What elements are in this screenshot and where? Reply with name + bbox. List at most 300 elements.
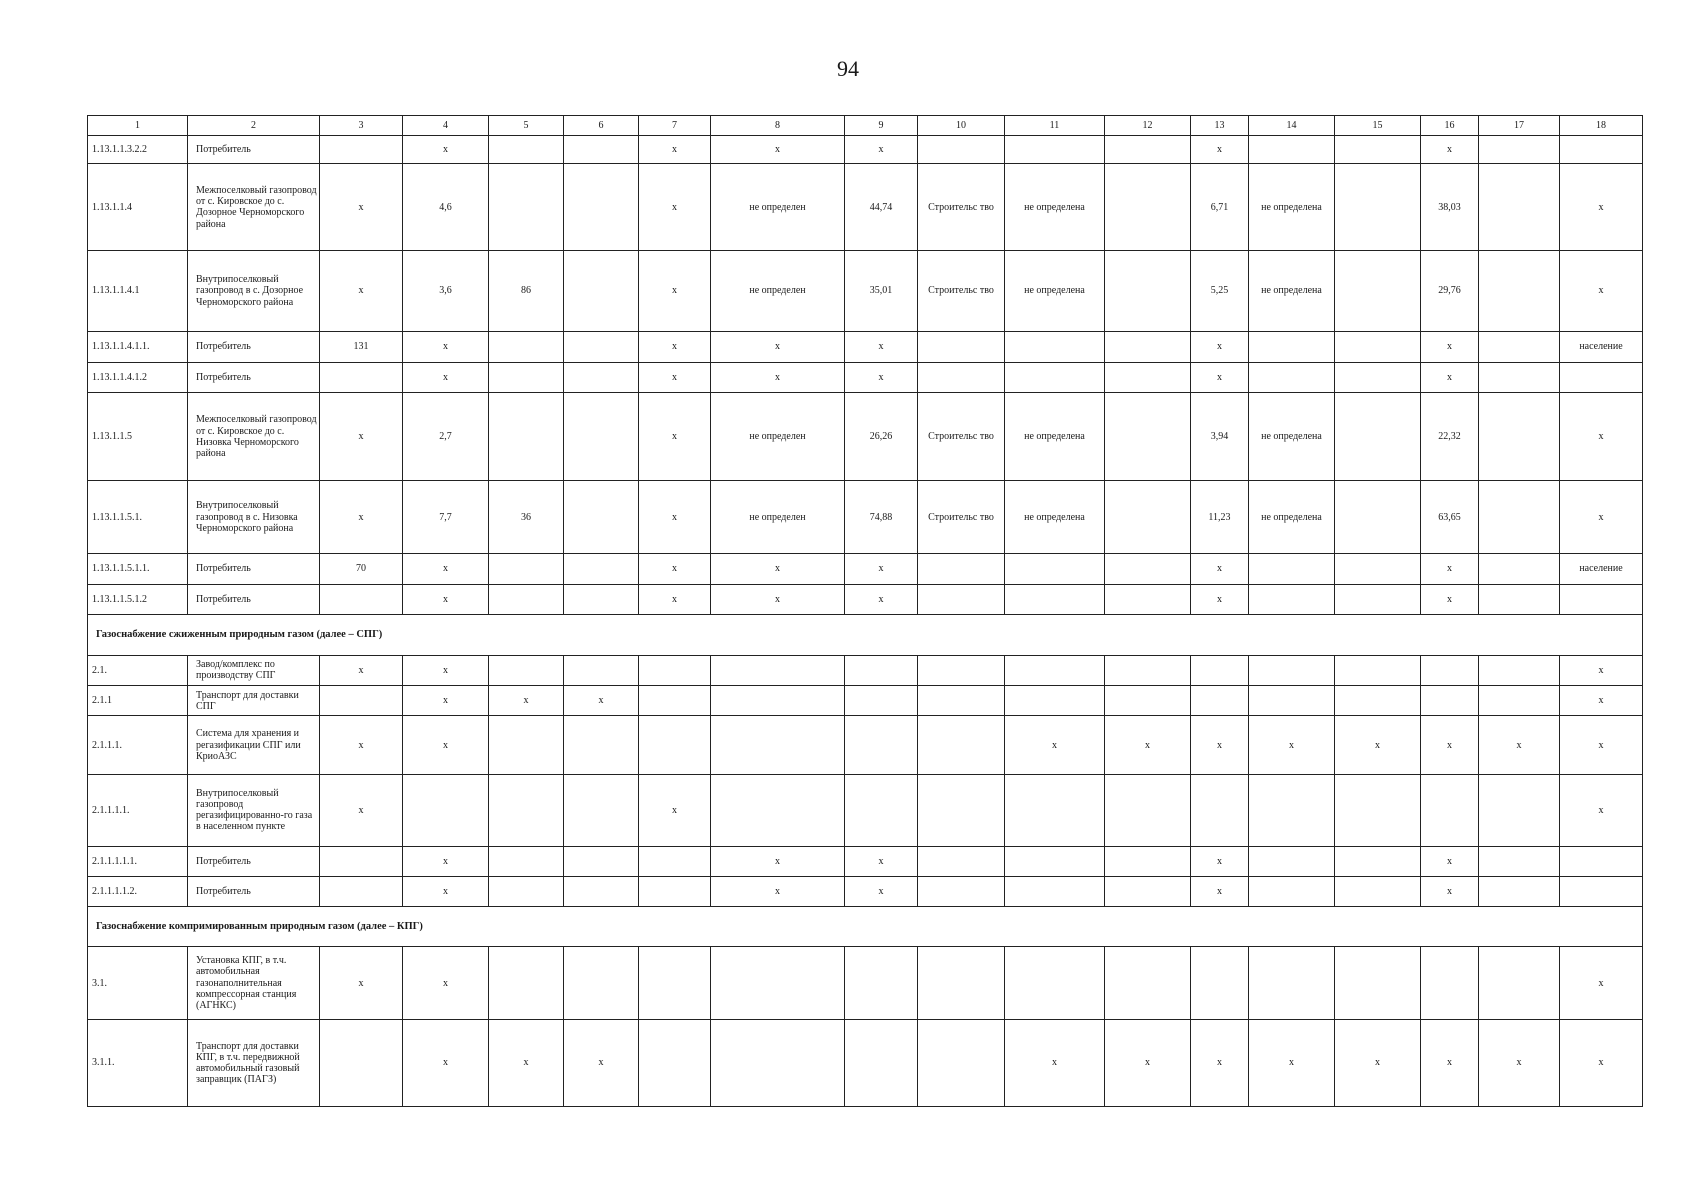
header-cell: 1 <box>88 116 188 136</box>
section-row <box>88 907 1643 947</box>
table-row <box>88 655 1643 685</box>
table-cell <box>1421 686 1479 716</box>
table-cell: Потребитель <box>188 553 320 584</box>
table-cell: x <box>1249 716 1335 775</box>
header-cell: 12 <box>1105 116 1191 136</box>
table-cell: не определен <box>711 393 845 481</box>
table-cell <box>564 585 639 615</box>
table-cell <box>1105 164 1191 251</box>
table-cell: x <box>489 1020 564 1107</box>
table-cell <box>1191 655 1249 685</box>
table-cell: x <box>1191 716 1249 775</box>
table-row <box>88 553 1643 584</box>
table-cell: x <box>711 876 845 906</box>
table-cell: x <box>1421 846 1479 876</box>
table-cell: x <box>1560 716 1643 775</box>
table-cell: 22,32 <box>1421 393 1479 481</box>
table-cell: x <box>564 1020 639 1107</box>
table-cell <box>1479 331 1560 362</box>
table-cell: 1.13.1.1.5.1.2 <box>88 585 188 615</box>
table-cell: x <box>1191 553 1249 584</box>
table-cell <box>1560 136 1643 164</box>
table-cell: x <box>845 136 918 164</box>
table-cell: 2.1.1 <box>88 686 188 716</box>
table-cell <box>1005 331 1105 362</box>
table-cell <box>918 716 1005 775</box>
table-cell: x <box>1335 1020 1421 1107</box>
table-cell: x <box>1421 585 1479 615</box>
table-cell <box>1005 876 1105 906</box>
table-cell: 38,03 <box>1421 164 1479 251</box>
table-cell <box>845 686 918 716</box>
table-cell: x <box>320 947 403 1020</box>
table-cell: не определен <box>711 164 845 251</box>
table-cell: 3,6 <box>403 251 489 332</box>
table-cell: x <box>320 251 403 332</box>
header-row <box>88 116 1643 136</box>
table-cell <box>1105 774 1191 846</box>
table-cell <box>639 876 711 906</box>
table-cell <box>1335 164 1421 251</box>
table-cell <box>1005 774 1105 846</box>
table-cell: не определена <box>1005 481 1105 554</box>
table-cell <box>1335 331 1421 362</box>
table-cell: x <box>845 876 918 906</box>
table-cell: x <box>403 585 489 615</box>
table-row <box>88 251 1643 332</box>
table-cell: 6,71 <box>1191 164 1249 251</box>
table-cell <box>1005 363 1105 393</box>
table-cell: x <box>711 363 845 393</box>
table-body <box>88 116 1643 1107</box>
table-cell <box>1005 585 1105 615</box>
table-cell: x <box>639 251 711 332</box>
table-cell: x <box>845 585 918 615</box>
table-cell: x <box>1421 716 1479 775</box>
table-cell <box>564 481 639 554</box>
table-cell: 2.1.1.1.1. <box>88 774 188 846</box>
table-cell <box>1191 686 1249 716</box>
table-cell <box>1335 655 1421 685</box>
table-cell: Межпоселковый газопровод от с. Кировское до с. Дозорное Черноморского района <box>188 164 320 251</box>
table-cell: x <box>1191 585 1249 615</box>
table-cell <box>1421 655 1479 685</box>
table-cell <box>564 553 639 584</box>
header-cell: 3 <box>320 116 403 136</box>
table-cell: Потребитель <box>188 876 320 906</box>
table-cell: x <box>403 846 489 876</box>
table-cell <box>1479 774 1560 846</box>
table-cell: x <box>403 876 489 906</box>
table-cell <box>918 947 1005 1020</box>
table-cell <box>1479 585 1560 615</box>
table-cell: x <box>320 393 403 481</box>
table-cell: 1.13.1.1.5 <box>88 393 188 481</box>
table-cell: 11,23 <box>1191 481 1249 554</box>
table-cell <box>564 331 639 362</box>
table-cell <box>1191 947 1249 1020</box>
table-row <box>88 331 1643 362</box>
table-cell: население <box>1560 553 1643 584</box>
table-cell <box>1249 846 1335 876</box>
table-cell: Потребитель <box>188 136 320 164</box>
table-cell: x <box>639 481 711 554</box>
table-cell: не определена <box>1005 251 1105 332</box>
table-cell: x <box>403 331 489 362</box>
table-cell <box>403 774 489 846</box>
table-cell <box>1335 947 1421 1020</box>
table-cell: не определена <box>1249 164 1335 251</box>
table-cell: x <box>1560 774 1643 846</box>
table-cell <box>639 686 711 716</box>
table-cell: 2.1. <box>88 655 188 685</box>
table-cell <box>1105 655 1191 685</box>
table-cell: Система для хранения и регазификации СПГ или КриоАЗС <box>188 716 320 775</box>
table-cell: x <box>403 655 489 685</box>
table-cell: 7,7 <box>403 481 489 554</box>
table-cell <box>489 947 564 1020</box>
table-cell: x <box>845 363 918 393</box>
table-cell: 1.13.1.1.4.1.2 <box>88 363 188 393</box>
table-cell: x <box>711 136 845 164</box>
table-cell <box>711 774 845 846</box>
table-cell <box>918 846 1005 876</box>
table-cell: x <box>1191 1020 1249 1107</box>
table-cell <box>320 1020 403 1107</box>
table-cell <box>1005 686 1105 716</box>
table-cell: Внутрипоселковый газопровод регазифицированно-го газа в населенном пункте <box>188 774 320 846</box>
header-cell: 17 <box>1479 116 1560 136</box>
header-cell: 18 <box>1560 116 1643 136</box>
table-cell: x <box>711 585 845 615</box>
table-cell: 2.1.1.1.1.2. <box>88 876 188 906</box>
table-cell: 3,94 <box>1191 393 1249 481</box>
table-row <box>88 136 1643 164</box>
table-cell: x <box>403 136 489 164</box>
table-cell <box>1249 876 1335 906</box>
table-cell: x <box>1335 716 1421 775</box>
table-cell: x <box>845 331 918 362</box>
table-row <box>88 846 1643 876</box>
page-number: 94 <box>837 56 859 81</box>
table-cell: x <box>711 553 845 584</box>
table-cell <box>1335 136 1421 164</box>
table-cell <box>1479 164 1560 251</box>
table-cell <box>1105 553 1191 584</box>
table-cell <box>564 655 639 685</box>
table-cell: не определена <box>1005 164 1105 251</box>
table-cell: 70 <box>320 553 403 584</box>
table-cell: x <box>1421 553 1479 584</box>
table-cell: Транспорт для доставки СПГ <box>188 686 320 716</box>
table-cell: x <box>1005 716 1105 775</box>
table-cell <box>711 655 845 685</box>
table-cell: x <box>1560 393 1643 481</box>
table-cell: x <box>1421 363 1479 393</box>
table-cell <box>918 655 1005 685</box>
table-cell: 29,76 <box>1421 251 1479 332</box>
table-cell: население <box>1560 331 1643 362</box>
table-cell: x <box>639 164 711 251</box>
header-cell: 7 <box>639 116 711 136</box>
table-cell <box>489 716 564 775</box>
table-cell: 74,88 <box>845 481 918 554</box>
table-cell: Строительс тво <box>918 164 1005 251</box>
header-cell: 8 <box>711 116 845 136</box>
table-cell: 35,01 <box>845 251 918 332</box>
table-cell <box>1479 481 1560 554</box>
table-cell <box>1335 553 1421 584</box>
table-cell <box>489 846 564 876</box>
table-cell: x <box>403 686 489 716</box>
table-cell: x <box>320 716 403 775</box>
table-cell <box>1249 655 1335 685</box>
table-cell <box>564 947 639 1020</box>
table-row <box>88 1020 1643 1107</box>
table-cell <box>1560 846 1643 876</box>
table-cell <box>1335 393 1421 481</box>
table-cell <box>1105 686 1191 716</box>
table-cell <box>1005 136 1105 164</box>
table-cell: x <box>1105 716 1191 775</box>
table-cell: x <box>1421 136 1479 164</box>
table-cell <box>918 585 1005 615</box>
table-cell: x <box>1560 164 1643 251</box>
table-cell: x <box>711 331 845 362</box>
table-cell <box>639 1020 711 1107</box>
table-cell <box>845 716 918 775</box>
table-cell <box>1105 585 1191 615</box>
table-cell <box>1105 363 1191 393</box>
table-cell <box>489 876 564 906</box>
header-cell: 13 <box>1191 116 1249 136</box>
table-cell: 3.1.1. <box>88 1020 188 1107</box>
table-cell <box>1479 363 1560 393</box>
table-cell <box>918 686 1005 716</box>
header-cell: 14 <box>1249 116 1335 136</box>
table-cell <box>639 947 711 1020</box>
header-cell: 11 <box>1005 116 1105 136</box>
table-cell: 1.13.1.1.4.1.1. <box>88 331 188 362</box>
table-cell: x <box>1191 876 1249 906</box>
table-cell: Строительс тво <box>918 481 1005 554</box>
header-cell: 5 <box>489 116 564 136</box>
table-cell <box>639 846 711 876</box>
table-cell <box>489 393 564 481</box>
table-cell: x <box>639 553 711 584</box>
table-cell <box>1105 876 1191 906</box>
table-cell <box>918 876 1005 906</box>
table-cell <box>489 585 564 615</box>
table-cell <box>711 716 845 775</box>
table-cell <box>564 393 639 481</box>
table-cell <box>711 686 845 716</box>
table-cell: 1.13.1.1.4 <box>88 164 188 251</box>
table-cell: 44,74 <box>845 164 918 251</box>
table-cell <box>1105 331 1191 362</box>
table-cell: 3.1. <box>88 947 188 1020</box>
table-cell: x <box>639 774 711 846</box>
table-cell: 86 <box>489 251 564 332</box>
table-row <box>88 585 1643 615</box>
table-cell: x <box>1191 846 1249 876</box>
table-cell <box>1479 553 1560 584</box>
table-cell: x <box>1105 1020 1191 1107</box>
table-cell <box>1335 481 1421 554</box>
table-cell <box>489 774 564 846</box>
table-cell: Потребитель <box>188 363 320 393</box>
table-cell <box>918 363 1005 393</box>
table-cell: x <box>1560 655 1643 685</box>
table-cell <box>1560 585 1643 615</box>
table-cell: 63,65 <box>1421 481 1479 554</box>
table-cell <box>1249 686 1335 716</box>
table-cell <box>1560 363 1643 393</box>
table-cell: 4,6 <box>403 164 489 251</box>
table-cell: 5,25 <box>1191 251 1249 332</box>
table-cell <box>1479 655 1560 685</box>
table-cell <box>1249 585 1335 615</box>
table-cell <box>564 164 639 251</box>
table-cell: не определен <box>711 251 845 332</box>
header-cell: 2 <box>188 116 320 136</box>
table-cell: x <box>1560 1020 1643 1107</box>
table-cell <box>564 716 639 775</box>
table-cell: x <box>1421 331 1479 362</box>
table-cell <box>1479 251 1560 332</box>
table-cell: x <box>320 481 403 554</box>
table-row <box>88 363 1643 393</box>
table-cell: x <box>639 393 711 481</box>
table-cell: 1.13.1.1.5.1.1. <box>88 553 188 584</box>
table-cell <box>320 585 403 615</box>
table-cell <box>845 1020 918 1107</box>
table-cell <box>1335 774 1421 846</box>
table-cell: 1.13.1.1.4.1 <box>88 251 188 332</box>
table-cell <box>711 947 845 1020</box>
table-cell <box>564 251 639 332</box>
table-cell: 26,26 <box>845 393 918 481</box>
table-cell: 131 <box>320 331 403 362</box>
section-row <box>88 615 1643 655</box>
table-cell <box>1479 393 1560 481</box>
data-table <box>87 115 1643 1107</box>
table-cell <box>489 363 564 393</box>
table-cell: Потребитель <box>188 331 320 362</box>
table-cell: x <box>403 716 489 775</box>
header-cell: 6 <box>564 116 639 136</box>
table-cell: x <box>1421 876 1479 906</box>
table-cell <box>1191 774 1249 846</box>
table-cell <box>1249 947 1335 1020</box>
table-cell: 2.1.1.1. <box>88 716 188 775</box>
table-cell: x <box>1479 716 1560 775</box>
table-row <box>88 774 1643 846</box>
table-cell <box>1335 876 1421 906</box>
table-row <box>88 686 1643 716</box>
table-cell <box>564 136 639 164</box>
header-cell: 16 <box>1421 116 1479 136</box>
table-cell: Внутрипоселковый газопровод в с. Низовка Черноморского района <box>188 481 320 554</box>
table-cell: Транспорт для доставки КПГ, в т.ч. передвижной автомобильный газовый заправщик (ПАГЗ) <box>188 1020 320 1107</box>
table-cell <box>845 774 918 846</box>
table-cell: не определена <box>1249 251 1335 332</box>
table-cell <box>1105 947 1191 1020</box>
table-cell <box>1005 947 1105 1020</box>
table-cell <box>320 363 403 393</box>
table-cell <box>639 655 711 685</box>
table-cell <box>1335 585 1421 615</box>
section-title: Газоснабжение сжиженным природным газом (далее – СПГ) <box>88 615 1643 655</box>
table-cell: x <box>639 585 711 615</box>
table-cell <box>489 553 564 584</box>
header-cell: 15 <box>1335 116 1421 136</box>
table-row <box>88 876 1643 906</box>
table-cell: 36 <box>489 481 564 554</box>
table-cell: 2,7 <box>403 393 489 481</box>
table-cell: x <box>489 686 564 716</box>
table-cell <box>1249 136 1335 164</box>
table-cell: x <box>403 363 489 393</box>
table-cell: не определена <box>1005 393 1105 481</box>
table-cell <box>489 136 564 164</box>
table-cell: x <box>1560 686 1643 716</box>
table-cell <box>1421 947 1479 1020</box>
table-cell: x <box>639 136 711 164</box>
table-cell: x <box>1560 947 1643 1020</box>
table-cell <box>1335 363 1421 393</box>
table-cell <box>1105 393 1191 481</box>
table-cell <box>1479 136 1560 164</box>
table-cell <box>1249 363 1335 393</box>
section-title: Газоснабжение компримированным природным газом (далее – КПГ) <box>88 907 1643 947</box>
header-cell: 10 <box>918 116 1005 136</box>
table-cell <box>564 876 639 906</box>
table-row <box>88 947 1643 1020</box>
table-cell <box>639 716 711 775</box>
table-cell: x <box>1560 481 1643 554</box>
table-cell: 1.13.1.1.3.2.2 <box>88 136 188 164</box>
table-cell: x <box>1191 331 1249 362</box>
table-cell <box>1249 553 1335 584</box>
table-cell <box>845 655 918 685</box>
table-row <box>88 164 1643 251</box>
table-cell <box>1249 774 1335 846</box>
table-cell <box>1249 331 1335 362</box>
table-cell <box>845 947 918 1020</box>
table-cell <box>1479 846 1560 876</box>
table-cell: x <box>320 774 403 846</box>
table-cell: 1.13.1.1.5.1. <box>88 481 188 554</box>
table-cell <box>489 164 564 251</box>
table-row <box>88 481 1643 554</box>
table-cell: x <box>320 655 403 685</box>
table-cell: x <box>403 553 489 584</box>
table-cell: Строительс тво <box>918 393 1005 481</box>
table-cell <box>320 136 403 164</box>
table-cell <box>320 876 403 906</box>
table-cell <box>1005 553 1105 584</box>
table-cell: x <box>1191 363 1249 393</box>
table-cell <box>1335 846 1421 876</box>
table-cell: не определена <box>1249 481 1335 554</box>
table-cell <box>320 846 403 876</box>
table-cell: Межпоселковый газопровод от с. Кировское до с. Низовка Черноморского района <box>188 393 320 481</box>
table-cell <box>1479 947 1560 1020</box>
table-cell: не определен <box>711 481 845 554</box>
table-cell: x <box>1005 1020 1105 1107</box>
table-cell <box>564 363 639 393</box>
